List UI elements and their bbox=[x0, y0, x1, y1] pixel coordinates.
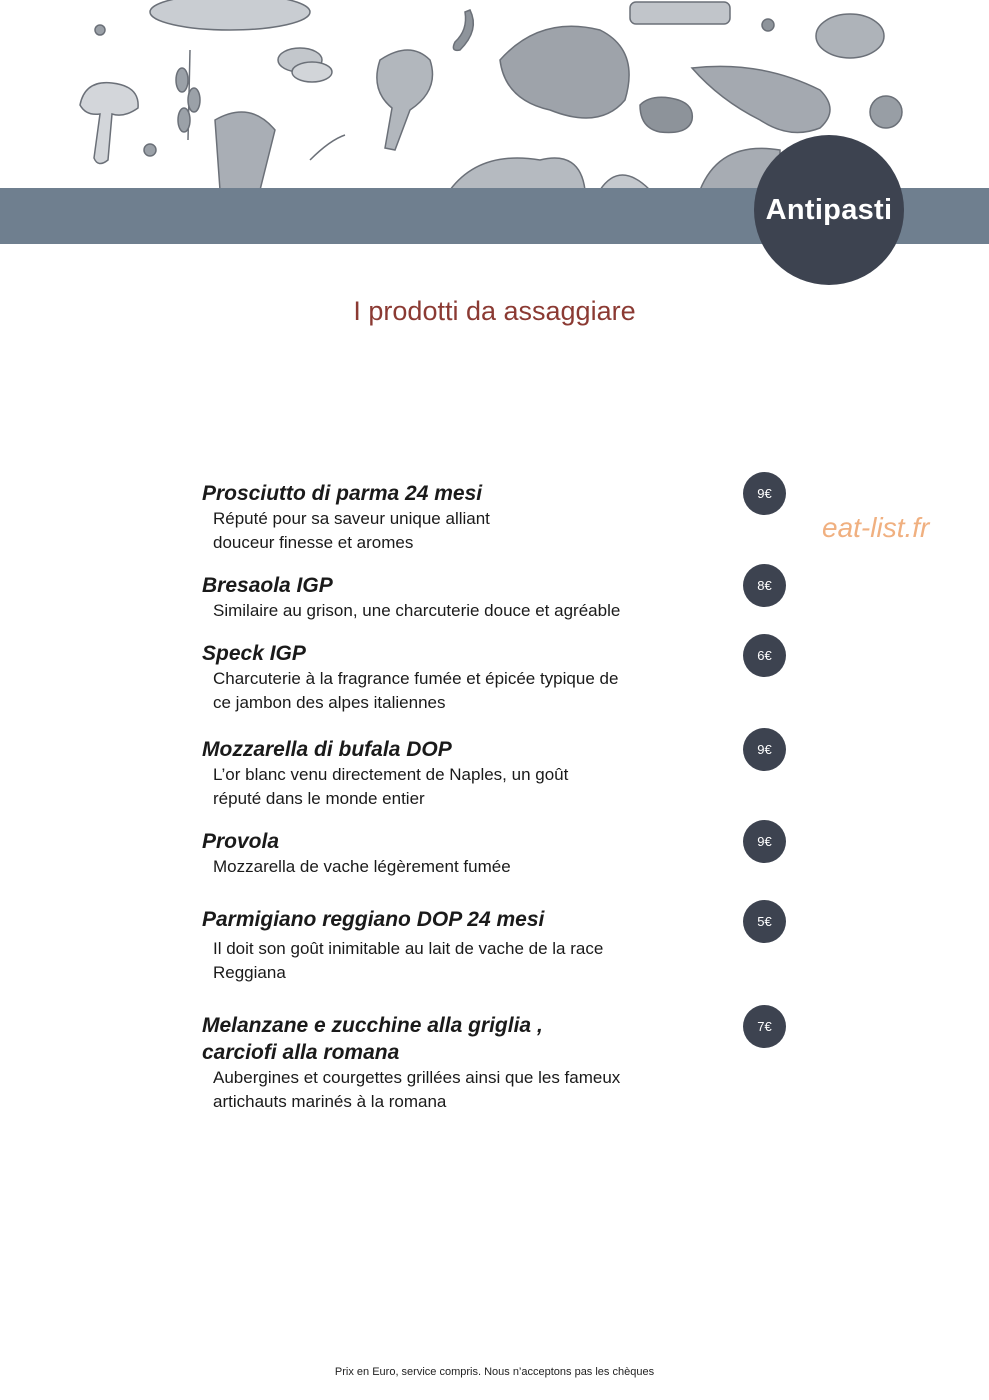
item-description: L’or blanc venu directement de Naples, un goût bbox=[213, 765, 569, 784]
item-description: artichauts marinés à la romana bbox=[213, 1092, 447, 1111]
menu-item-provola bbox=[202, 828, 702, 879]
item-description: ce jambon des alpes italiennes bbox=[213, 693, 446, 712]
menu-item-grigliata bbox=[202, 1012, 702, 1114]
item-name: carciofi alla romana bbox=[202, 1041, 400, 1064]
menu-item-speck bbox=[202, 640, 702, 715]
item-name: Bresaola IGP bbox=[202, 574, 333, 597]
section-title-badge bbox=[754, 135, 904, 285]
item-name: Parmigiano reggiano DOP 24 mesi bbox=[202, 908, 545, 931]
price-badge: 9€ bbox=[743, 728, 786, 771]
price-badge: 9€ bbox=[743, 820, 786, 863]
item-description: réputé dans le monde entier bbox=[213, 789, 425, 808]
item-name: Speck IGP bbox=[202, 642, 306, 665]
menu-item-bresaola bbox=[202, 572, 702, 623]
item-name: Melanzane e zucchine alla griglia , bbox=[202, 1014, 543, 1037]
footer-note: Prix en Euro, service compris. Nous n’acceptons pas les chèques bbox=[334, 1366, 655, 1378]
item-description: Réputé pour sa saveur unique alliant bbox=[213, 509, 490, 528]
price-badge: 9€ bbox=[743, 472, 786, 515]
section-title: Antipasti bbox=[765, 193, 893, 226]
menu-item-parmigiano bbox=[202, 906, 702, 985]
watermark-text: eat-list.fr bbox=[822, 512, 930, 543]
item-name: Prosciutto di parma 24 mesi bbox=[202, 482, 483, 505]
item-name: Mozzarella di bufala DOP bbox=[202, 738, 452, 761]
menu-item-mozzarella bbox=[202, 736, 702, 811]
item-description: Charcuterie à la fragrance fumée et épicée typique de bbox=[213, 669, 619, 688]
item-description: Reggiana bbox=[213, 963, 286, 982]
item-description: douceur finesse et aromes bbox=[213, 533, 414, 552]
item-name: Provola bbox=[202, 830, 280, 853]
price-badge: 8€ bbox=[743, 564, 786, 607]
item-description: Aubergines et courgettes grillées ainsi que les fameux bbox=[213, 1068, 621, 1087]
menu-item-prosciutto bbox=[202, 480, 702, 555]
price-badge: 6€ bbox=[743, 634, 786, 677]
item-description: Similaire au grison, une charcuterie douce et agréable bbox=[213, 601, 621, 620]
item-description: Mozzarella de vache légèrement fumée bbox=[213, 857, 511, 876]
item-description: Il doit son goût inimitable au lait de vache de la race bbox=[213, 939, 604, 958]
price-badge: 7€ bbox=[743, 1005, 786, 1048]
page-subtitle: I prodotti da assaggiare bbox=[353, 296, 636, 326]
price-badge: 5€ bbox=[743, 900, 786, 943]
